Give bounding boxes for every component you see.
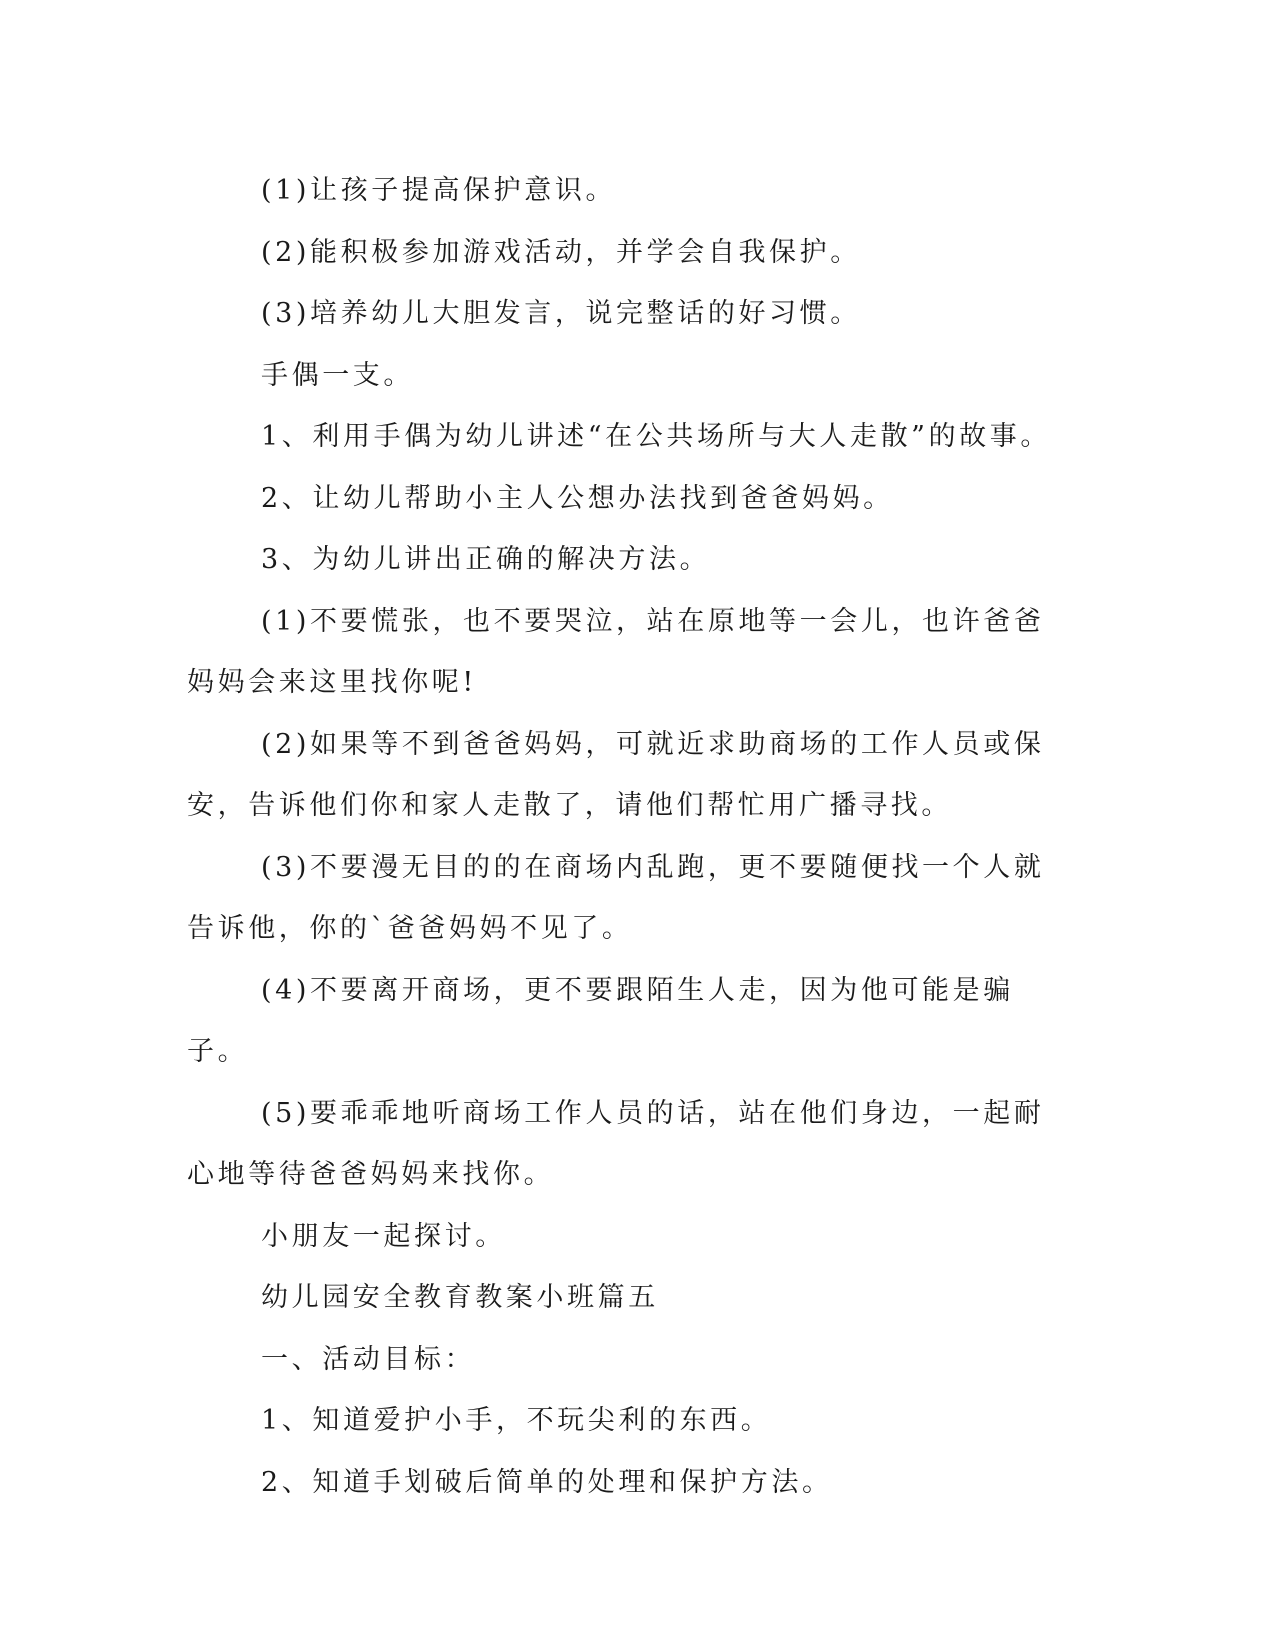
paragraph-method-3: (3)不要漫无目的的在商场内乱跑，更不要随便找一个人就告诉他，你的`爸爸妈妈不见了。 — [187, 851, 1045, 944]
paragraph-discussion: 小朋友一起探讨。 — [261, 1220, 506, 1252]
paragraph-method-1: (1)不要慌张，也不要哭泣，站在原地等一会儿，也许爸爸妈妈会来这里找你呢! — [187, 605, 1045, 698]
paragraph-step-2: 2、让幼儿帮助小主人公想办法找到爸爸妈妈。 — [261, 482, 894, 514]
paragraph-goal-item-2: 2、知道手划破后简单的处理和保护方法。 — [261, 1466, 833, 1498]
paragraph-materials: 手偶一支。 — [261, 359, 414, 391]
section-heading: 幼儿园安全教育教案小班篇五 — [261, 1282, 659, 1313]
paragraph-method-5: (5)要乖乖地听商场工作人员的话，站在他们身边，一起耐心地等待爸爸妈妈来找你。 — [187, 1097, 1045, 1190]
paragraph-goal-item-1: 1、知道爱护小手，不玩尖利的东西。 — [261, 1405, 772, 1436]
paragraph-method-2: (2)如果等不到爸爸妈妈，可就近求助商场的工作人员或保安，告诉他们你和家人走散了，请他们帮忙用广播寻找。 — [187, 728, 1045, 821]
paragraph-goal-1: (1)让孩子提高保护意识。 — [261, 175, 617, 206]
paragraph-step-3: 3、为幼儿讲出正确的解决方法。 — [261, 544, 711, 575]
paragraph-goal-2: (2)能积极参加游戏活动，并学会自我保护。 — [261, 236, 861, 268]
paragraph-method-4: (4)不要离开商场，更不要跟陌生人走，因为他可能是骗子。 — [187, 974, 1014, 1067]
subheading-goals: 一、活动目标： — [261, 1343, 476, 1375]
document-body — [187, 160, 1073, 1513]
paragraph-goal-3: (3)培养幼儿大胆发言，说完整话的好习惯。 — [261, 298, 861, 329]
paragraph-step-1: 1、利用手偶为幼儿讲述“在公共场所与大人走散”的故事。 — [261, 421, 1051, 452]
